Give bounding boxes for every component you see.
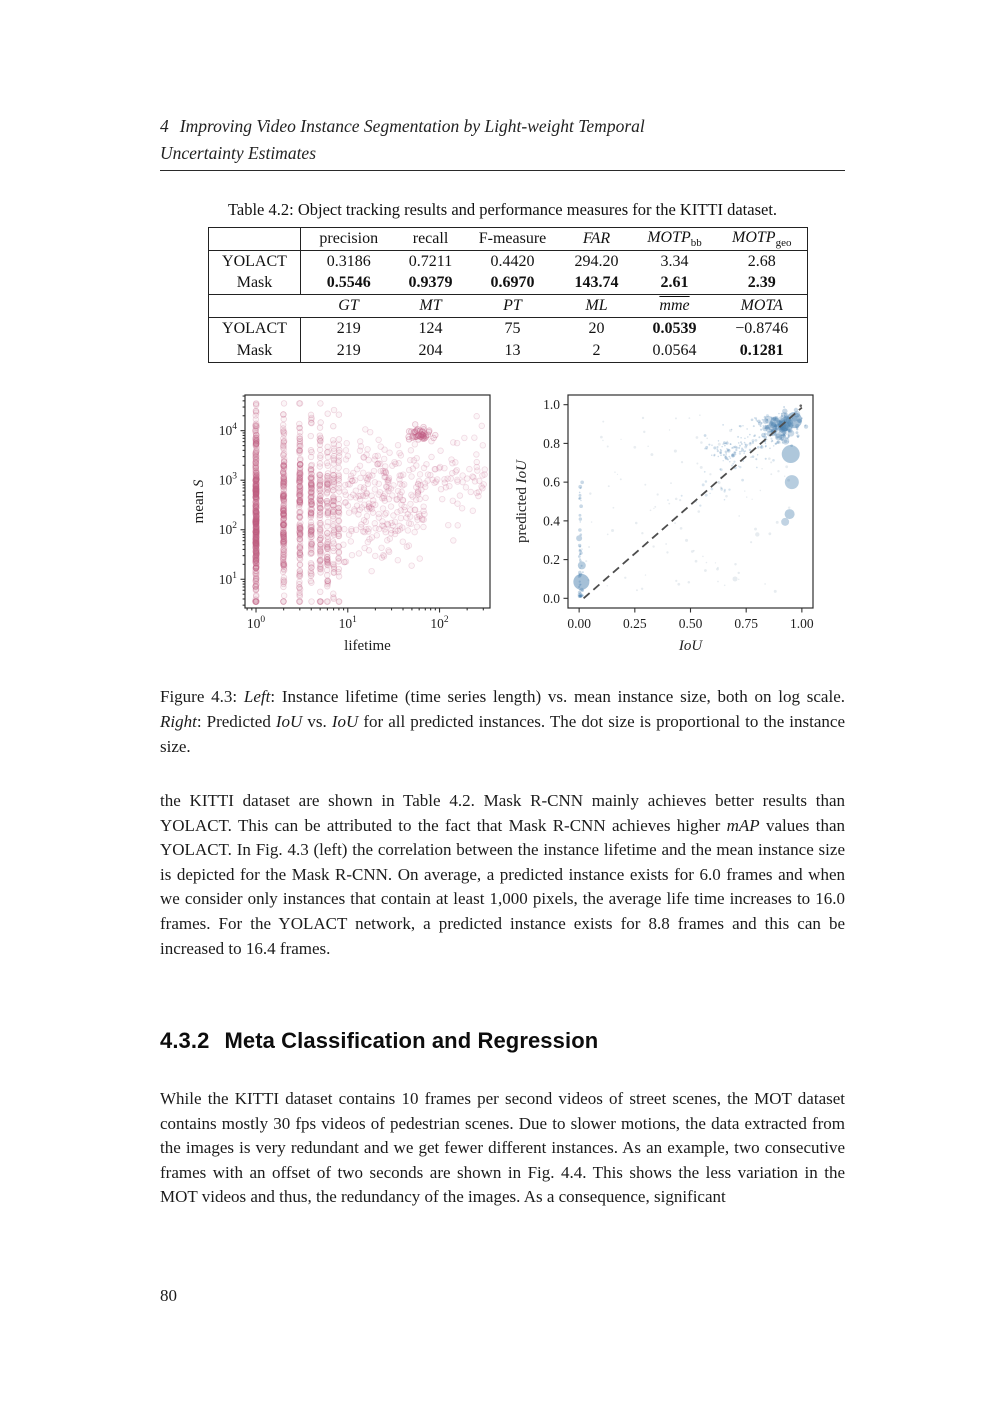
x-axis-label: IoU <box>678 638 703 654</box>
svg-text:0.4: 0.4 <box>543 513 560 529</box>
table-cell: PT <box>465 295 561 318</box>
text-segment: mAP <box>726 815 760 835</box>
table-caption: Table 4.2: Object tracking results and performance measures for the KITTI dataset. <box>227 200 778 219</box>
svg-text:0.2: 0.2 <box>543 552 560 568</box>
text-segment: IoU <box>275 712 303 731</box>
svg-text:0.25: 0.25 <box>623 616 647 631</box>
table-row-name: Mask <box>209 273 301 295</box>
svg-text:0.50: 0.50 <box>678 616 703 631</box>
header-rule <box>160 170 845 171</box>
figure-caption <box>160 684 845 759</box>
table-cell: 20 <box>588 320 605 338</box>
text-segment: the KITTI dataset are shown in Table 4.2. Mask R-CNN mainly achieves better results than YOLACT. This can be attributed to the fact that Mask R-CNN achieves higher <box>160 791 845 835</box>
table-cell: 0.1281 <box>739 341 784 359</box>
table-header-row <box>209 295 808 318</box>
table-row <box>209 318 808 340</box>
section-heading-4-3-2 <box>160 1028 845 1054</box>
svg-text:103: $10^3$ <box>218 471 237 488</box>
figure-4-3 <box>160 385 845 663</box>
axis-ticks <box>564 405 802 613</box>
table-row <box>209 340 808 362</box>
text-segment: : Instance lifetime (time series length) vs. mean instance size, both on log scale. <box>270 687 845 706</box>
body-paragraph-1 <box>160 789 845 961</box>
table-cell: F-measure <box>465 228 561 251</box>
table-cell: 0.3186 <box>326 252 371 270</box>
table-header-row <box>209 228 808 251</box>
running-header <box>160 113 860 167</box>
table-cell: precision <box>301 228 397 251</box>
text-segment: Figure 4.3: <box>160 687 244 706</box>
table-cell: recall <box>397 228 465 251</box>
table-cell: 219 <box>336 341 361 359</box>
svg-text:1.00: 1.00 <box>790 616 814 631</box>
text-segment: vs. <box>302 712 332 731</box>
text-segment: IoU <box>331 712 359 731</box>
svg-text:0.75: 0.75 <box>734 616 758 631</box>
table-cell: 13 <box>504 341 521 359</box>
table-cell: 0.5546 <box>301 273 397 295</box>
page-number: 80 <box>160 1286 177 1305</box>
table-cell: $\overline{mme}$ <box>633 295 717 318</box>
table-cell: 204 <box>418 341 443 359</box>
svg-text:0.6: 0.6 <box>543 474 560 490</box>
table-row <box>209 273 808 295</box>
diagonal-reference-line <box>584 408 802 599</box>
svg-text:0.8: 0.8 <box>543 435 560 451</box>
table-row-name: Mask <box>209 340 301 362</box>
left-plot-lifetime-vs-size <box>191 395 490 654</box>
section-title: Meta Classification and Regression <box>224 1028 599 1053</box>
running-header-line1: Improving Video Instance Segmentation by Light-weight Temporal <box>179 116 645 136</box>
table-cell: 0.6970 <box>465 273 561 295</box>
table-cell: 0.9379 <box>397 273 465 295</box>
y-axis-label: mean S <box>191 479 207 524</box>
text-segment: for all predicted instances. The dot size is proportional to the instance size. <box>160 712 845 756</box>
table-cell: 2.39 <box>717 273 808 295</box>
table-cell: 2.61 <box>633 273 717 295</box>
table-cell: ML <box>561 295 633 318</box>
table-cell: FAR <box>561 228 633 251</box>
table-cell: 0.4420 <box>490 252 535 270</box>
table-cell: MOTA <box>717 295 808 318</box>
text-segment: : Predicted <box>196 712 276 731</box>
x-axis-label: lifetime <box>344 638 391 654</box>
svg-text:0.0: 0.0 <box>543 590 560 606</box>
svg-text:101: $10^1$ <box>338 615 357 631</box>
table-cell: 0.7211 <box>408 252 453 270</box>
results-table <box>208 227 808 363</box>
table-cell: GT <box>301 295 397 318</box>
running-header-line2: Uncertainty Estimates <box>160 143 317 163</box>
table-cell: 143.74 <box>561 273 633 295</box>
section-number: 4.3.2 <box>160 1028 210 1053</box>
svg-text:102: $10^2$ <box>430 615 449 631</box>
figure-4-3-plots <box>160 385 845 663</box>
right-plot-predicted-iou-vs-iou <box>514 395 814 654</box>
y-axis-label: predicted IoU <box>514 460 530 543</box>
table-cell: 3.34 <box>660 252 689 270</box>
text-segment: Right <box>160 712 197 731</box>
table-cell: 75 <box>504 320 521 338</box>
scatter-points <box>253 401 488 605</box>
chapter-number: 4 <box>160 116 169 136</box>
table-cell: 124 <box>418 320 443 338</box>
table-cell: 219 <box>336 320 361 338</box>
table-cell: $MOTP_{geo}$ <box>717 228 808 251</box>
table-row-name <box>209 228 301 251</box>
table-cell: 294.20 <box>574 252 619 270</box>
table-row-name: YOLACT <box>209 250 301 272</box>
text-segment: Left <box>243 687 271 706</box>
table-cell: −0.8746 <box>735 320 789 338</box>
table-cell: $MOTP_{bb}$ <box>633 228 717 251</box>
svg-text:1.0: 1.0 <box>543 397 560 413</box>
svg-text:100: $10^0$ <box>246 615 266 631</box>
table-row-name <box>209 295 301 318</box>
body-paragraph-2: While the KITTI dataset contains 10 frames per second videos of street scenes, the MOT dataset contains mostly 30 fps videos of pedestrian scenes. Due to slower motions, the data extracted from the images is very redundant and we get fewer different instances. As an example, two consecutive frames with an offset of two seconds are shown in Fig. 4.4. This shows the less variation in the MOT videos and thus, the redundancy of the images. As a consequence, significant <box>160 1089 845 1207</box>
table-cell: 2 <box>592 341 601 359</box>
svg-text:101: $10^1$ <box>218 570 237 587</box>
svg-text:104: $10^4$ <box>218 422 237 439</box>
table-cell: 0.0539 <box>652 320 697 338</box>
svg-text:0.00: 0.00 <box>567 616 591 631</box>
table-row <box>209 250 808 272</box>
text-segment: values than YOLACT. In Fig. 4.3 (left) the correlation between the instance lifetime and the mean instance size is depicted for the Mask R-CNN. On average, a predicted instance exists for 6.0 frames and when we consider only instances that contain at least 1,000 pixels, the average life time increases to 16.0 frames. For the YOLACT network, a predicted instance exists for 8.8 frames and this can be increased to 16.4 frames. <box>160 815 845 958</box>
table-cell: 2.68 <box>747 252 776 270</box>
table-cell: MT <box>397 295 465 318</box>
table-cell: 0.0564 <box>652 341 697 359</box>
svg-text:102: $10^2$ <box>218 521 237 538</box>
table-row-name: YOLACT <box>209 318 301 340</box>
